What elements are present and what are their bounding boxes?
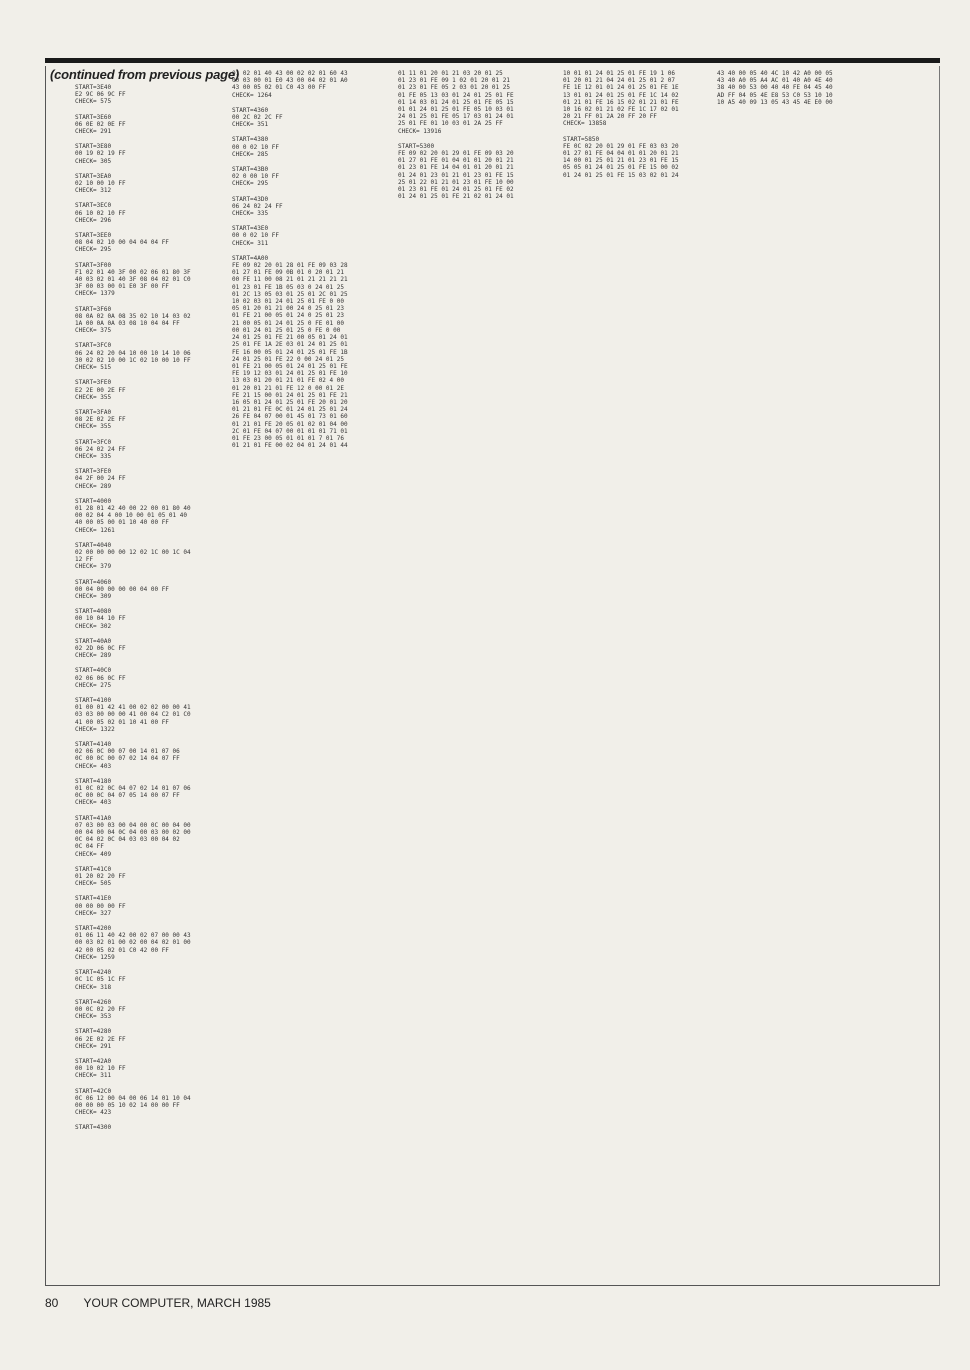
listing-line: START=40A0	[75, 637, 112, 645]
listing-line: 02 2D 06 0C FF	[75, 644, 126, 652]
listing-column-5	[717, 70, 877, 1282]
listing-block	[75, 1088, 220, 1117]
listing-line: 08 2E 02 2E FF	[75, 416, 126, 424]
listing-line: START=4A00	[232, 254, 269, 262]
listing-line: 26 FE 04 07 00 01 45 01 73 01 60	[232, 413, 348, 421]
listing-block	[75, 468, 220, 490]
listing-block	[75, 667, 220, 689]
listing-line: START=3E60	[75, 113, 112, 121]
listing-line: 00 03 02 01 00 02 00 04 02 01 00	[75, 939, 191, 947]
listing-line: 01 27 01 FE 09 0B 01 0 20 01 21	[232, 269, 344, 277]
listing-line: 01 27 01 FE 04 04 01 01 20 01 21	[563, 150, 679, 158]
listing-block	[232, 196, 377, 218]
listing-block	[75, 1058, 220, 1080]
listing-block	[75, 439, 220, 461]
listing-line: FE 09 02 20 01 28 01 FE 09 03 28	[232, 262, 348, 270]
listing-line: 06 2E 02 2E FF	[75, 1035, 126, 1043]
listing-line: CHECK= 1379	[75, 290, 115, 298]
listing-line: CHECK= 575	[75, 98, 112, 106]
listing-block	[75, 866, 220, 888]
listing-line: START=43E0	[232, 225, 269, 233]
listing-line: 06 24 02 20 04 10 00 10 14 10 06	[75, 349, 191, 357]
listing-line: 01 20 01 21 04 24 01 25 01 2 07	[563, 77, 675, 85]
listing-line: START=3EE0	[75, 232, 112, 240]
listing-line: 00 03 00 01 E0 43 00 04 02 01 A0	[232, 77, 348, 85]
listing-line: START=4240	[75, 969, 112, 977]
listing-line: CHECK= 291	[75, 1042, 112, 1050]
listing-line: CHECK= 1259	[75, 953, 115, 961]
listing-line: CHECK= 295	[232, 180, 269, 188]
listing-block	[75, 1124, 220, 1131]
listing-line: 42 00 05 02 01 C0 42 00 FF	[75, 946, 169, 954]
listing-line: 08 04 02 10 00 04 04 04 FF	[75, 239, 169, 247]
listing-block	[232, 70, 377, 99]
listing-line: 05 05 01 24 01 25 01 FE 15 00 02	[563, 164, 679, 172]
listing-line: CHECK= 13858	[563, 120, 607, 128]
listing-block	[75, 1028, 220, 1050]
listing-line: START=4260	[75, 998, 112, 1006]
listing-block	[75, 232, 220, 254]
listing-line: CHECK= 311	[75, 1072, 112, 1080]
listing-line: CHECK= 505	[75, 880, 112, 888]
listing-line: START=41C0	[75, 865, 112, 873]
listing-line: START=3E80	[75, 143, 112, 151]
listing-line: 01 02 01 40 43 00 02 02 01 60 43	[232, 70, 348, 77]
listing-line: 25 01 FE 1A 2E 03 01 24 01 25 01	[232, 341, 348, 349]
listing-line: 01 FE 21 00 05 01 24 01 25 01 FE	[232, 362, 348, 370]
listing-line: CHECK= 289	[75, 482, 112, 490]
listing-line: 00 04 00 04 0C 04 00 03 00 02 00	[75, 829, 191, 837]
listing-block	[75, 741, 220, 770]
listing-block	[75, 697, 220, 733]
listing-line: 43 40 00 05 40 4C 10 42 A0 00 05	[717, 70, 833, 77]
listing-block	[75, 579, 220, 601]
listing-line: 00 19 02 19 FF	[75, 150, 126, 158]
listing-block	[75, 969, 220, 991]
listing-line: 3F 00 03 00 01 E0 3F 00 FF	[75, 283, 169, 291]
listing-line: 00 FE 11 00 08 21 01 21 21 21 21	[232, 276, 348, 284]
listing-line: 0C 1C 05 1C FF	[75, 976, 126, 984]
listing-line: 12 FF	[75, 556, 94, 564]
listing-block	[75, 925, 220, 961]
listing-line: 01 01 24 01 25 01 FE 05 10 03 01	[398, 106, 514, 114]
listing-line: START=4100	[75, 697, 112, 704]
listing-line: START=5300	[398, 142, 435, 150]
listing-column-4	[563, 70, 708, 1282]
listing-column-3	[398, 70, 543, 1282]
listing-line: 01 23 01 FE 01 24 01 25 01 FE 02	[398, 186, 514, 194]
listing-line: CHECK= 291	[75, 128, 112, 136]
listing-line: START=4080	[75, 608, 112, 616]
listing-block	[75, 638, 220, 660]
listing-block	[717, 70, 877, 106]
listing-line: 02 0 00 10 FF	[232, 173, 279, 181]
listing-block	[75, 999, 220, 1021]
listing-line: 00 01 24 01 25 01 25 0 FE 0 00	[232, 326, 341, 334]
listing-block	[232, 225, 377, 247]
listing-line: 01 00 01 42 41 00 02 02 00 00 41	[75, 704, 191, 712]
top-rule	[45, 58, 940, 63]
listing-line: 02 06 0C 00 07 00 14 01 07 06	[75, 748, 180, 756]
listing-line: START=3FE0	[75, 379, 112, 387]
continued-label: (continued from previous page)	[50, 67, 240, 82]
listing-line: START=40C0	[75, 667, 112, 675]
listing-line: 06 24 02 24 FF	[232, 202, 283, 210]
listing-line: FE 16 00 05 01 24 01 25 01 FE 1B	[232, 348, 348, 356]
listing-line: CHECK= 296	[75, 216, 112, 224]
listing-block	[563, 70, 708, 128]
listing-line: START=4180	[75, 777, 112, 785]
listing-block	[75, 409, 220, 431]
listing-line: 02 00 00 00 00 12 02 1C 00 1C 04	[75, 548, 191, 556]
listing-block	[232, 107, 377, 129]
listing-line: START=4360	[232, 106, 269, 114]
listing-line: 01 2C 13 05 03 01 25 01 2C 01 25	[232, 290, 348, 298]
listing-block	[232, 166, 377, 188]
listing-line: 01 24 01 23 01 21 01 23 01 FE 15	[398, 171, 514, 179]
listing-line: 01 24 01 25 01 FE 15 03 02 01 24	[563, 171, 679, 179]
listing-line: 01 23 01 FE 05 2 03 01 20 01 25	[398, 84, 510, 92]
listing-line: 13 01 01 24 01 25 01 FE 1C 14 02	[563, 91, 679, 99]
listing-line: 00 2C 02 2C FF	[232, 114, 283, 122]
listing-line: 05 01 20 01 21 00 24 0 25 01 23	[232, 305, 344, 313]
listing-line: START=3FC0	[75, 342, 112, 350]
listing-block	[563, 136, 708, 179]
listing-line: CHECK= 311	[232, 239, 269, 247]
listing-line: 40 00 05 00 01 10 40 00 FF	[75, 519, 169, 527]
listing-line: 00 0 02 10 FF	[232, 143, 279, 151]
listing-line: 38 40 00 53 00 40 40 FE 04 45 40	[717, 84, 833, 92]
listing-block	[75, 342, 220, 371]
listing-line: E2 2E 00 2E FF	[75, 386, 126, 394]
listing-line: START=3FA0	[75, 408, 112, 416]
listing-line: START=4280	[75, 1028, 112, 1036]
listing-line: 00 10 04 10 FF	[75, 615, 126, 623]
listing-line: FE 1E 12 01 01 24 01 25 01 FE 1E	[563, 84, 679, 92]
listing-line: 24 01 25 01 FE 21 00 05 01 24 01	[232, 334, 348, 342]
listing-line: 01 27 01 FE 01 04 01 01 20 01 21	[398, 157, 514, 165]
listing-block	[75, 608, 220, 630]
listing-line: START=3FE0	[75, 468, 112, 476]
listing-block	[75, 114, 220, 136]
listing-line: CHECK= 409	[75, 850, 112, 858]
listing-line: START=4140	[75, 741, 112, 749]
listing-line: START=41A0	[75, 814, 112, 822]
listing-line: FE 19 12 03 01 24 01 25 01 FE 10	[232, 370, 348, 378]
listing-block	[75, 379, 220, 401]
listing-block	[75, 778, 220, 807]
listing-line: F1 02 01 40 3F 00 02 06 01 80 3F	[75, 268, 191, 276]
listing-line: CHECK= 403	[75, 799, 112, 807]
listing-line: 02 10 00 10 FF	[75, 180, 126, 188]
listing-line: 21 00 05 01 24 01 25 0 FE 01 00	[232, 319, 344, 327]
listing-line: START=3E40	[75, 84, 112, 91]
listing-line: 01 20 01 21 01 FE 12 0 00 01 2E	[232, 384, 344, 392]
listing-block	[75, 895, 220, 917]
listing-line: 01 11 01 20 01 21 03 20 01 25	[398, 70, 503, 77]
listing-line: START=4200	[75, 925, 112, 933]
listing-line: CHECK= 13916	[398, 127, 442, 135]
listing-line: 00 10 02 10 FF	[75, 1065, 126, 1073]
listing-block	[75, 542, 220, 571]
listing-line: AD FF 04 05 4E E8 53 C0 53 10 10	[717, 91, 833, 99]
listing-line: START=43B0	[232, 166, 269, 174]
listing-line: START=42C0	[75, 1087, 112, 1095]
listing-block	[75, 143, 220, 165]
listing-line: 0C 00 0C 04 07 05 14 00 07 FF	[75, 792, 180, 800]
listing-line: START=3F60	[75, 305, 112, 313]
listing-line: 16 05 01 24 01 25 01 FE 20 01 20	[232, 398, 348, 406]
listing-line: 01 23 01 FE 09 1 02 01 20 01 21	[398, 77, 510, 85]
listing-line: START=3F00	[75, 261, 112, 269]
listing-line: 41 00 05 02 01 10 41 00 FF	[75, 718, 169, 726]
listing-line: CHECK= 351	[232, 121, 269, 129]
listing-line: 01 21 01 FE 20 05 01 02 01 04 00	[232, 420, 348, 428]
listing-line: CHECK= 327	[75, 909, 112, 917]
listing-line: 00 02 04 4 00 10 00 01 05 01 40	[75, 512, 187, 520]
listing-line: 10 02 03 01 24 01 25 01 FE 0 00	[232, 298, 344, 306]
listing-line: 43 40 A0 05 A4 AC 01 40 A0 4E 40	[717, 77, 833, 85]
listing-line: 00 0C 02 20 FF	[75, 1005, 126, 1013]
listing-line: START=42A0	[75, 1057, 112, 1065]
listing-line: FE 09 02 20 01 29 01 FE 09 03 20	[398, 150, 514, 158]
listing-line: 0C 06 12 00 04 00 06 14 01 10 04	[75, 1094, 191, 1102]
listing-line: FE 21 15 00 01 24 01 25 01 FE 21	[232, 391, 348, 399]
listing-line: CHECK= 305	[75, 157, 112, 165]
listing-line: CHECK= 335	[75, 452, 112, 460]
page-number: 80	[45, 1296, 59, 1310]
listing-line: START=4000	[75, 497, 112, 505]
listing-line: START=4060	[75, 578, 112, 586]
listing-line: 00 0 02 10 FF	[232, 232, 279, 240]
listing-block	[75, 306, 220, 335]
listing-block	[75, 262, 220, 298]
listing-line: 01 14 03 01 24 01 25 01 FE 05 15	[398, 98, 514, 106]
listing-block	[232, 255, 377, 449]
listing-line: 01 21 01 FE 00 02 04 01 24 01 44	[232, 442, 348, 450]
listing-line: 07 03 00 03 00 04 00 0C 00 04 00	[75, 821, 191, 829]
listing-line: 20 21 FF 01 2A 20 FF 20 FF	[563, 113, 657, 121]
listing-line: 01 FE 23 00 05 01 01 01 7 01 76	[232, 434, 344, 442]
listing-line: CHECK= 335	[232, 210, 269, 218]
listing-line: FE 0C 02 20 01 29 01 FE 03 03 20	[563, 142, 679, 150]
listing-line: CHECK= 312	[75, 187, 112, 195]
listing-block	[75, 173, 220, 195]
listing-line: 25 01 FE 01 10 03 01 2A 25 FF	[398, 120, 503, 128]
listing-line: 2C 01 FE 04 07 00 01 01 01 71 01	[232, 427, 348, 435]
listing-line: START=4300	[75, 1124, 112, 1132]
listing-line: 0C 04 02 0C 04 03 03 00 04 02	[75, 836, 180, 844]
listing-line: CHECK= 309	[75, 592, 112, 600]
listing-block	[75, 498, 220, 534]
listing-line: CHECK= 289	[75, 652, 112, 660]
listing-line: CHECK= 515	[75, 364, 112, 372]
listing-line: 00 00 00 05 10 02 14 00 00 FF	[75, 1101, 180, 1109]
listing-line: CHECK= 423	[75, 1109, 112, 1117]
listing-line: 06 10 02 10 FF	[75, 209, 126, 217]
listing-line: CHECK= 275	[75, 681, 112, 689]
listing-line: 01 FE 05 13 03 01 24 01 25 01 FE	[398, 91, 514, 99]
listing-line: START=41E0	[75, 895, 112, 903]
listing-line: 01 21 01 FE 16 15 02 01 21 01 FE	[563, 98, 679, 106]
listing-line: 10 A5 40 09 13 05 43 45 4E E0 00	[717, 98, 833, 106]
listing-line: CHECK= 403	[75, 762, 112, 770]
listing-line: 01 06 11 40 42 00 02 07 00 00 43	[75, 932, 191, 940]
listing-line: 25 01 22 01 21 01 23 01 FE 10 00	[398, 178, 514, 186]
listing-line: 00 04 00 00 00 00 04 00 FF	[75, 585, 169, 593]
listing-line: 01 23 01 FE 14 04 01 01 20 01 21	[398, 164, 514, 172]
listing-line: 24 01 25 01 FE 05 17 03 01 24 01	[398, 113, 514, 121]
listing-line: E2 9C 06 9C FF	[75, 91, 126, 99]
listing-line: 06 0E 02 0E FF	[75, 120, 126, 128]
listing-line: START=4380	[232, 136, 269, 144]
listing-line: CHECK= 1264	[232, 91, 272, 99]
listing-line: START=5850	[563, 135, 600, 143]
listing-line: 0C 00 0C 00 07 02 14 04 07 FF	[75, 755, 180, 763]
listing-line: 01 23 01 FE 1B 05 03 0 24 01 25	[232, 283, 344, 291]
listing-line: CHECK= 285	[232, 150, 269, 158]
listing-line: CHECK= 355	[75, 393, 112, 401]
page-footer	[45, 1296, 271, 1310]
listing-block	[75, 84, 220, 106]
listing-line: 06 24 02 24 FF	[75, 445, 126, 453]
listing-line: 24 01 25 01 FE 22 0 00 24 01 25	[232, 355, 344, 363]
listing-line: 30 02 02 10 00 1C 02 10 00 10 FF	[75, 356, 191, 364]
listing-block	[232, 136, 377, 158]
listing-line: START=4040	[75, 541, 112, 549]
listing-line: 14 00 01 25 01 21 01 23 01 FE 15	[563, 157, 679, 165]
listing-line: 43 00 05 02 01 C0 43 00 FF	[232, 84, 326, 92]
listing-line: START=3EC0	[75, 202, 112, 210]
listing-line: START=3FC0	[75, 438, 112, 446]
listing-line: 10 16 02 01 21 02 FE 1C 17 02 01	[563, 106, 679, 114]
listing-line: 01 0C 02 0C 04 07 02 14 01 07 06	[75, 785, 191, 793]
listing-line: 04 2F 00 24 FF	[75, 475, 126, 483]
listing-line: CHECK= 375	[75, 327, 112, 335]
listing-line: 01 FE 21 00 05 01 24 0 25 01 23	[232, 312, 344, 320]
listing-line: 13 03 01 20 01 21 01 FE 02 4 00	[232, 377, 344, 385]
listing-line: CHECK= 318	[75, 983, 112, 991]
listing-line: 02 06 06 0C FF	[75, 674, 126, 682]
listing-line: CHECK= 355	[75, 423, 112, 431]
listing-column-2	[232, 70, 377, 1282]
listing-block	[75, 202, 220, 224]
listing-block	[75, 815, 220, 858]
listing-line: 08 0A 02 0A 08 35 02 10 14 03 02	[75, 312, 191, 320]
listing-line: 01 20 02 20 FF	[75, 873, 126, 881]
listing-line: 1A 00 0A 0A 03 08 10 04 04 FF	[75, 320, 180, 328]
listing-line: CHECK= 302	[75, 622, 112, 630]
listing-column-1	[75, 84, 220, 1296]
listing-line: 0C 04 FF	[75, 843, 104, 851]
listing-line: START=43D0	[232, 195, 269, 203]
listing-line: CHECK= 1261	[75, 526, 115, 534]
listing-block	[398, 70, 543, 135]
listing-line: START=3EA0	[75, 172, 112, 180]
listing-line: CHECK= 295	[75, 246, 112, 254]
listing-line: 03 03 00 00 00 41 00 04 C2 01 C0	[75, 711, 191, 719]
listing-block	[398, 143, 543, 201]
magazine-issue: YOUR COMPUTER, MARCH 1985	[83, 1296, 271, 1310]
listing-line: 40 03 02 01 40 3F 08 04 02 01 C0	[75, 276, 191, 284]
listing-line: 00 00 00 00 FF	[75, 902, 126, 910]
listing-line: CHECK= 1322	[75, 725, 115, 733]
listing-line: 10 01 01 24 01 25 01 FE 19 1 06	[563, 70, 675, 77]
listing-line: 01 28 01 42 40 00 22 00 01 80 40	[75, 504, 191, 512]
listing-line: CHECK= 379	[75, 563, 112, 571]
listing-line: CHECK= 353	[75, 1013, 112, 1021]
listing-line: 01 21 01 FE 0C 01 24 01 25 01 24	[232, 406, 348, 414]
listing-line: 01 24 01 25 01 FE 21 02 01 24 01	[398, 193, 514, 201]
